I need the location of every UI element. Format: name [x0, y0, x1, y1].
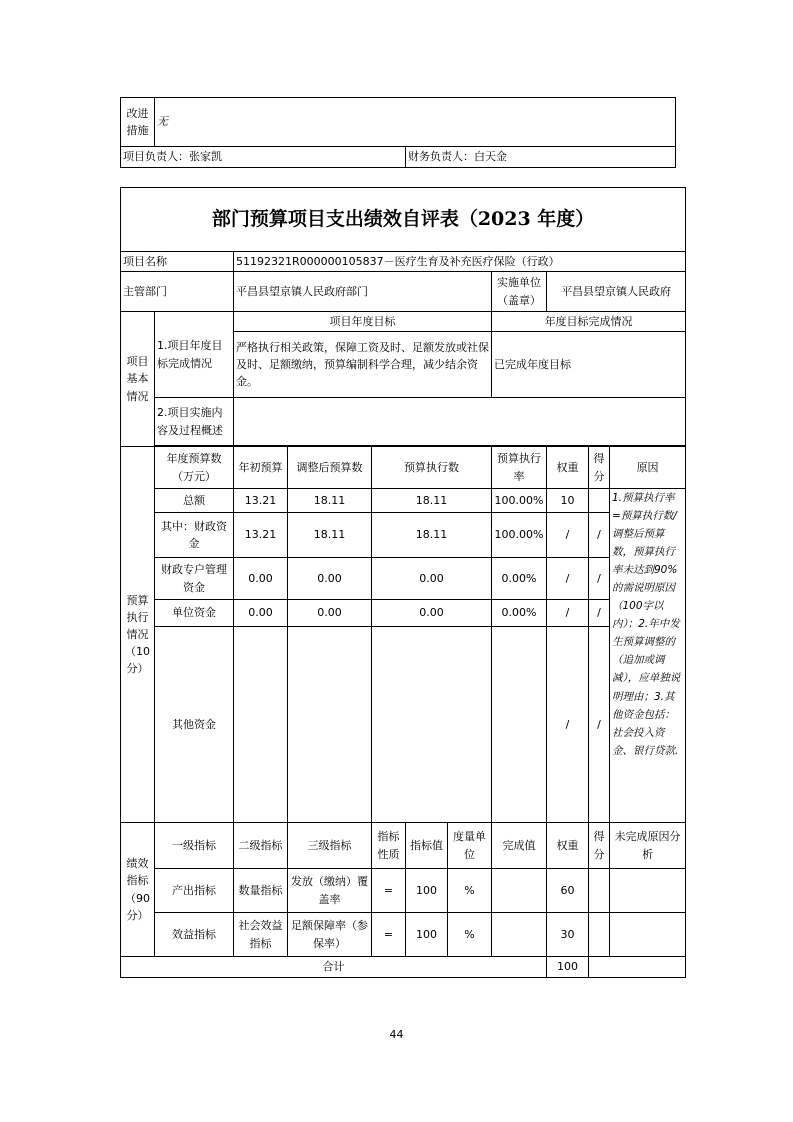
finance-leader: 财务负责人：白天金 — [406, 147, 676, 168]
budget-weight: / — [547, 513, 589, 558]
budget-initial: 0.00 — [234, 600, 288, 627]
budget-rate — [492, 627, 547, 823]
budget-row — [121, 513, 686, 558]
perf-weight-header: 权重 — [547, 823, 589, 869]
page-number: 44 — [389, 1028, 404, 1041]
budget-adjusted: 0.00 — [288, 600, 372, 627]
indicator-row — [121, 869, 686, 913]
top-table — [120, 97, 676, 168]
budget-score: / — [589, 600, 610, 627]
budget-initial — [234, 627, 288, 823]
budget-rate: 0.00% — [492, 600, 547, 627]
budget-executed: 0.00 — [372, 600, 492, 627]
budget-rate: 100.00% — [492, 513, 547, 558]
actual-header: 完成值 — [492, 823, 547, 869]
annual-header: 年度预算数（万元） — [155, 447, 234, 489]
budget-executed: 18.11 — [372, 489, 492, 513]
completion-text: 已完成年度目标 — [492, 332, 686, 398]
indicator-weight: 60 — [547, 869, 589, 913]
budget-row-label: 财政专户管理资金 — [155, 558, 234, 600]
indicator-value: 100 — [406, 869, 448, 913]
budget-row — [121, 558, 686, 600]
budget-score: / — [589, 558, 610, 600]
budget-weight: / — [547, 600, 589, 627]
budget-row — [121, 627, 686, 823]
indicator-score — [589, 869, 610, 913]
budget-adjusted: 18.11 — [288, 489, 372, 513]
adjusted-header: 调整后预算数 — [288, 447, 372, 489]
indicator-unit: % — [448, 869, 492, 913]
indicator-score — [589, 913, 610, 957]
indicator-weight: 30 — [547, 913, 589, 957]
measures-value: 无 — [155, 98, 676, 147]
dept-label: 主管部门 — [121, 272, 234, 312]
process-label: 2.项目实施内容及过程概述 — [155, 398, 234, 446]
project-leader: 项目负责人：张家凯 — [121, 147, 406, 168]
page-title: 部门预算项目支出绩效自评表（2023 年度） — [121, 188, 686, 252]
budget-initial: 0.00 — [234, 558, 288, 600]
unit-header: 度量单位 — [448, 823, 492, 869]
budget-row-label: 单位资金 — [155, 600, 234, 627]
budget-reason-note: 1.预算执行率=预算执行数/调整后预算数，预算执行率未达到90%的需说明原因（100字以内）；2.年中发生预算调整的（追加或调减），应单独说明理由；3.其他资金包括：社会投入资金、银行贷款. — [610, 489, 686, 823]
budget-weight: / — [547, 627, 589, 823]
measures-label: 改进措施 — [121, 98, 155, 147]
budget-row — [121, 600, 686, 627]
level3-header: 三级指标 — [288, 823, 372, 869]
budget-rate: 100.00% — [492, 489, 547, 513]
indicator-nature: = — [372, 913, 406, 957]
weight-header: 权重 — [547, 447, 589, 489]
indicator-level2: 社会效益指标 — [234, 913, 288, 957]
reason-header: 原因 — [610, 447, 686, 489]
total-weight: 100 — [547, 957, 589, 978]
indicator-actual — [492, 869, 547, 913]
budget-rate: 0.00% — [492, 558, 547, 600]
budget-row-label: 其他资金 — [155, 627, 234, 823]
budget-section-label: 预算执行情况（10分） — [121, 447, 155, 823]
value-header: 指标值 — [406, 823, 448, 869]
unfinished-reason-header: 未完成原因分析 — [610, 823, 686, 869]
indicator-row — [121, 913, 686, 957]
indicator-level1: 效益指标 — [155, 913, 234, 957]
total-label: 合计 — [121, 957, 547, 978]
budget-adjusted: 0.00 — [288, 558, 372, 600]
budget-score: / — [589, 627, 610, 823]
budget-weight: / — [547, 558, 589, 600]
budget-score: / — [589, 513, 610, 558]
impl-unit-label: 实施单位（盖章） — [492, 272, 547, 312]
perf-score-header: 得分 — [589, 823, 610, 869]
score-header: 得分 — [589, 447, 610, 489]
level1-header: 一级指标 — [155, 823, 234, 869]
goal-header: 项目年度目标 — [234, 312, 492, 332]
budget-adjusted: 18.11 — [288, 513, 372, 558]
total-empty — [589, 957, 686, 978]
indicator-level3: 足额保障率（参保率） — [288, 913, 372, 957]
indicator-level2: 数量指标 — [234, 869, 288, 913]
process-value — [234, 398, 686, 446]
executed-header: 预算执行数 — [372, 447, 492, 489]
level2-header: 二级指标 — [234, 823, 288, 869]
indicator-value: 100 — [406, 913, 448, 957]
budget-row-label: 其中：财政资金 — [155, 513, 234, 558]
goal-text: 严格执行相关政策，保障工资及时、足额发放或社保及时、足额缴纳，预算编制科学合理，减少结余资金。 — [234, 332, 492, 398]
completion-header: 年度目标完成情况 — [492, 312, 686, 332]
performance-section-label: 绩效指标（90分） — [121, 823, 155, 957]
project-name-label: 项目名称 — [121, 252, 234, 272]
budget-executed — [372, 627, 492, 823]
initial-header: 年初预算 — [234, 447, 288, 489]
rate-header: 预算执行率 — [492, 447, 547, 489]
indicator-level3: 发放（缴纳）覆盖率 — [288, 869, 372, 913]
indicator-level1: 产出指标 — [155, 869, 234, 913]
budget-row — [121, 489, 686, 513]
indicator-unit: % — [448, 913, 492, 957]
indicator-reason — [610, 913, 686, 957]
budget-weight: 10 — [547, 489, 589, 513]
nature-header: 指标性质 — [372, 823, 406, 869]
budget-executed: 0.00 — [372, 558, 492, 600]
goal-row-label: 1.项目年度目标完成情况 — [155, 312, 234, 398]
evaluation-table — [120, 187, 686, 978]
budget-row-label: 总额 — [155, 489, 234, 513]
budget-executed: 18.11 — [372, 513, 492, 558]
impl-unit-value: 平昌县望京镇人民政府 — [547, 272, 686, 312]
indicator-reason — [610, 869, 686, 913]
budget-initial: 13.21 — [234, 489, 288, 513]
budget-initial: 13.21 — [234, 513, 288, 558]
dept-value: 平昌县望京镇人民政府部门 — [234, 272, 492, 312]
indicator-actual — [492, 913, 547, 957]
budget-adjusted — [288, 627, 372, 823]
budget-score — [589, 489, 610, 513]
project-name-value: 51192321R000000105837－医疗生育及补充医疗保险（行政） — [234, 252, 686, 272]
indicator-nature: = — [372, 869, 406, 913]
basic-section-label: 项目基本情况 — [121, 312, 155, 447]
